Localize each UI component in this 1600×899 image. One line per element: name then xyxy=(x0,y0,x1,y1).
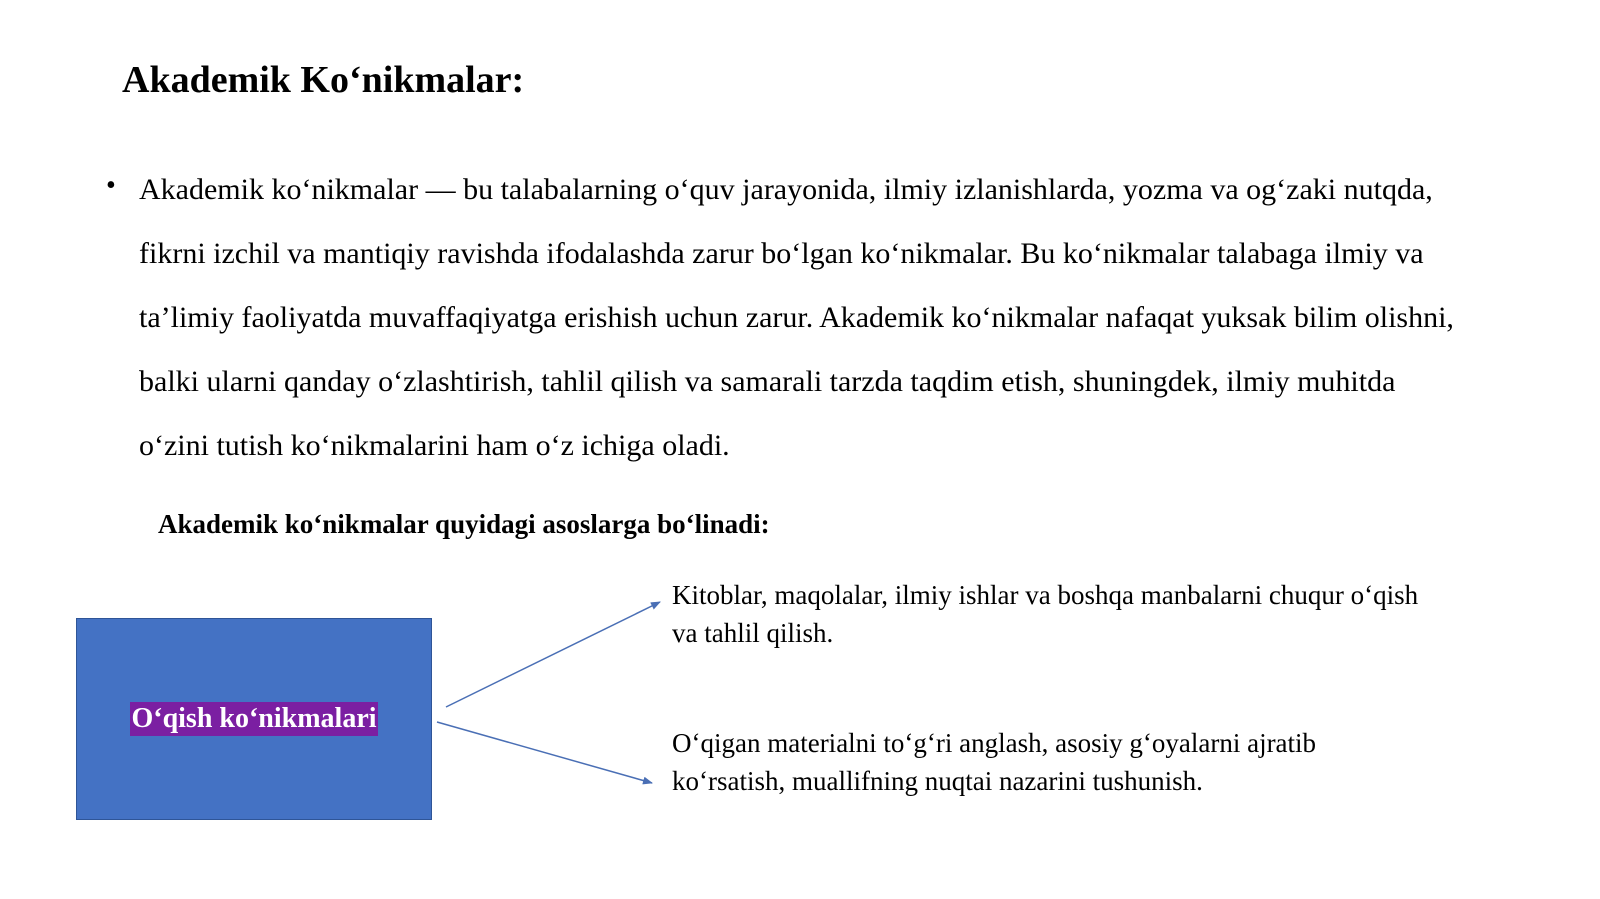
reading-skills-box xyxy=(76,618,432,820)
arrow-to-branch-1 xyxy=(446,602,660,707)
bullet-marker: • xyxy=(106,170,116,201)
subheading: Akademik ko‘nikmalar quyidagi asoslarga bo‘linadi: xyxy=(158,509,770,539)
reading-skills-label: O‘qish ko‘nikmalari xyxy=(131,703,377,734)
bullet-paragraph: Akademik ko‘nikmalar — bu talabalarning o‘quv jarayonida, ilmiy izlanishlarda, yozma va og‘zaki nutqda, fikrni izchil va mantiqiy ravishda ifodalashda zarur bo‘lgan ko‘nikmalar. Bu ko‘nikmalar talabaga ilmiy va ta’limiy faoliyatda muvaffaqiyatga erishish uchun zarur. Akademik ko‘nikmalar nafaqat yuksak bilim olishni, balki ularni qanday o‘zlashtirish, tahlil qilish va samarali tarzda taqdim etish, shuningdek, ilmiy muhitda o‘zini tutish ko‘nikmalarini ham o‘z ichiga oladi. xyxy=(139,173,1454,462)
branch-text-2: O‘qigan materialni to‘g‘ri anglash, asosiy g‘oyalarni ajratib ko‘rsatish, muallifning nuqtai nazarini tushunish. xyxy=(672,728,1317,796)
branch-text-1: Kitoblar, maqolalar, ilmiy ishlar va boshqa manbalarni chuqur o‘qish va tahlil qilish. xyxy=(672,580,1419,648)
slide-title: Akademik Ko‘nikmalar: xyxy=(122,59,525,101)
arrow-to-branch-2 xyxy=(437,722,652,783)
